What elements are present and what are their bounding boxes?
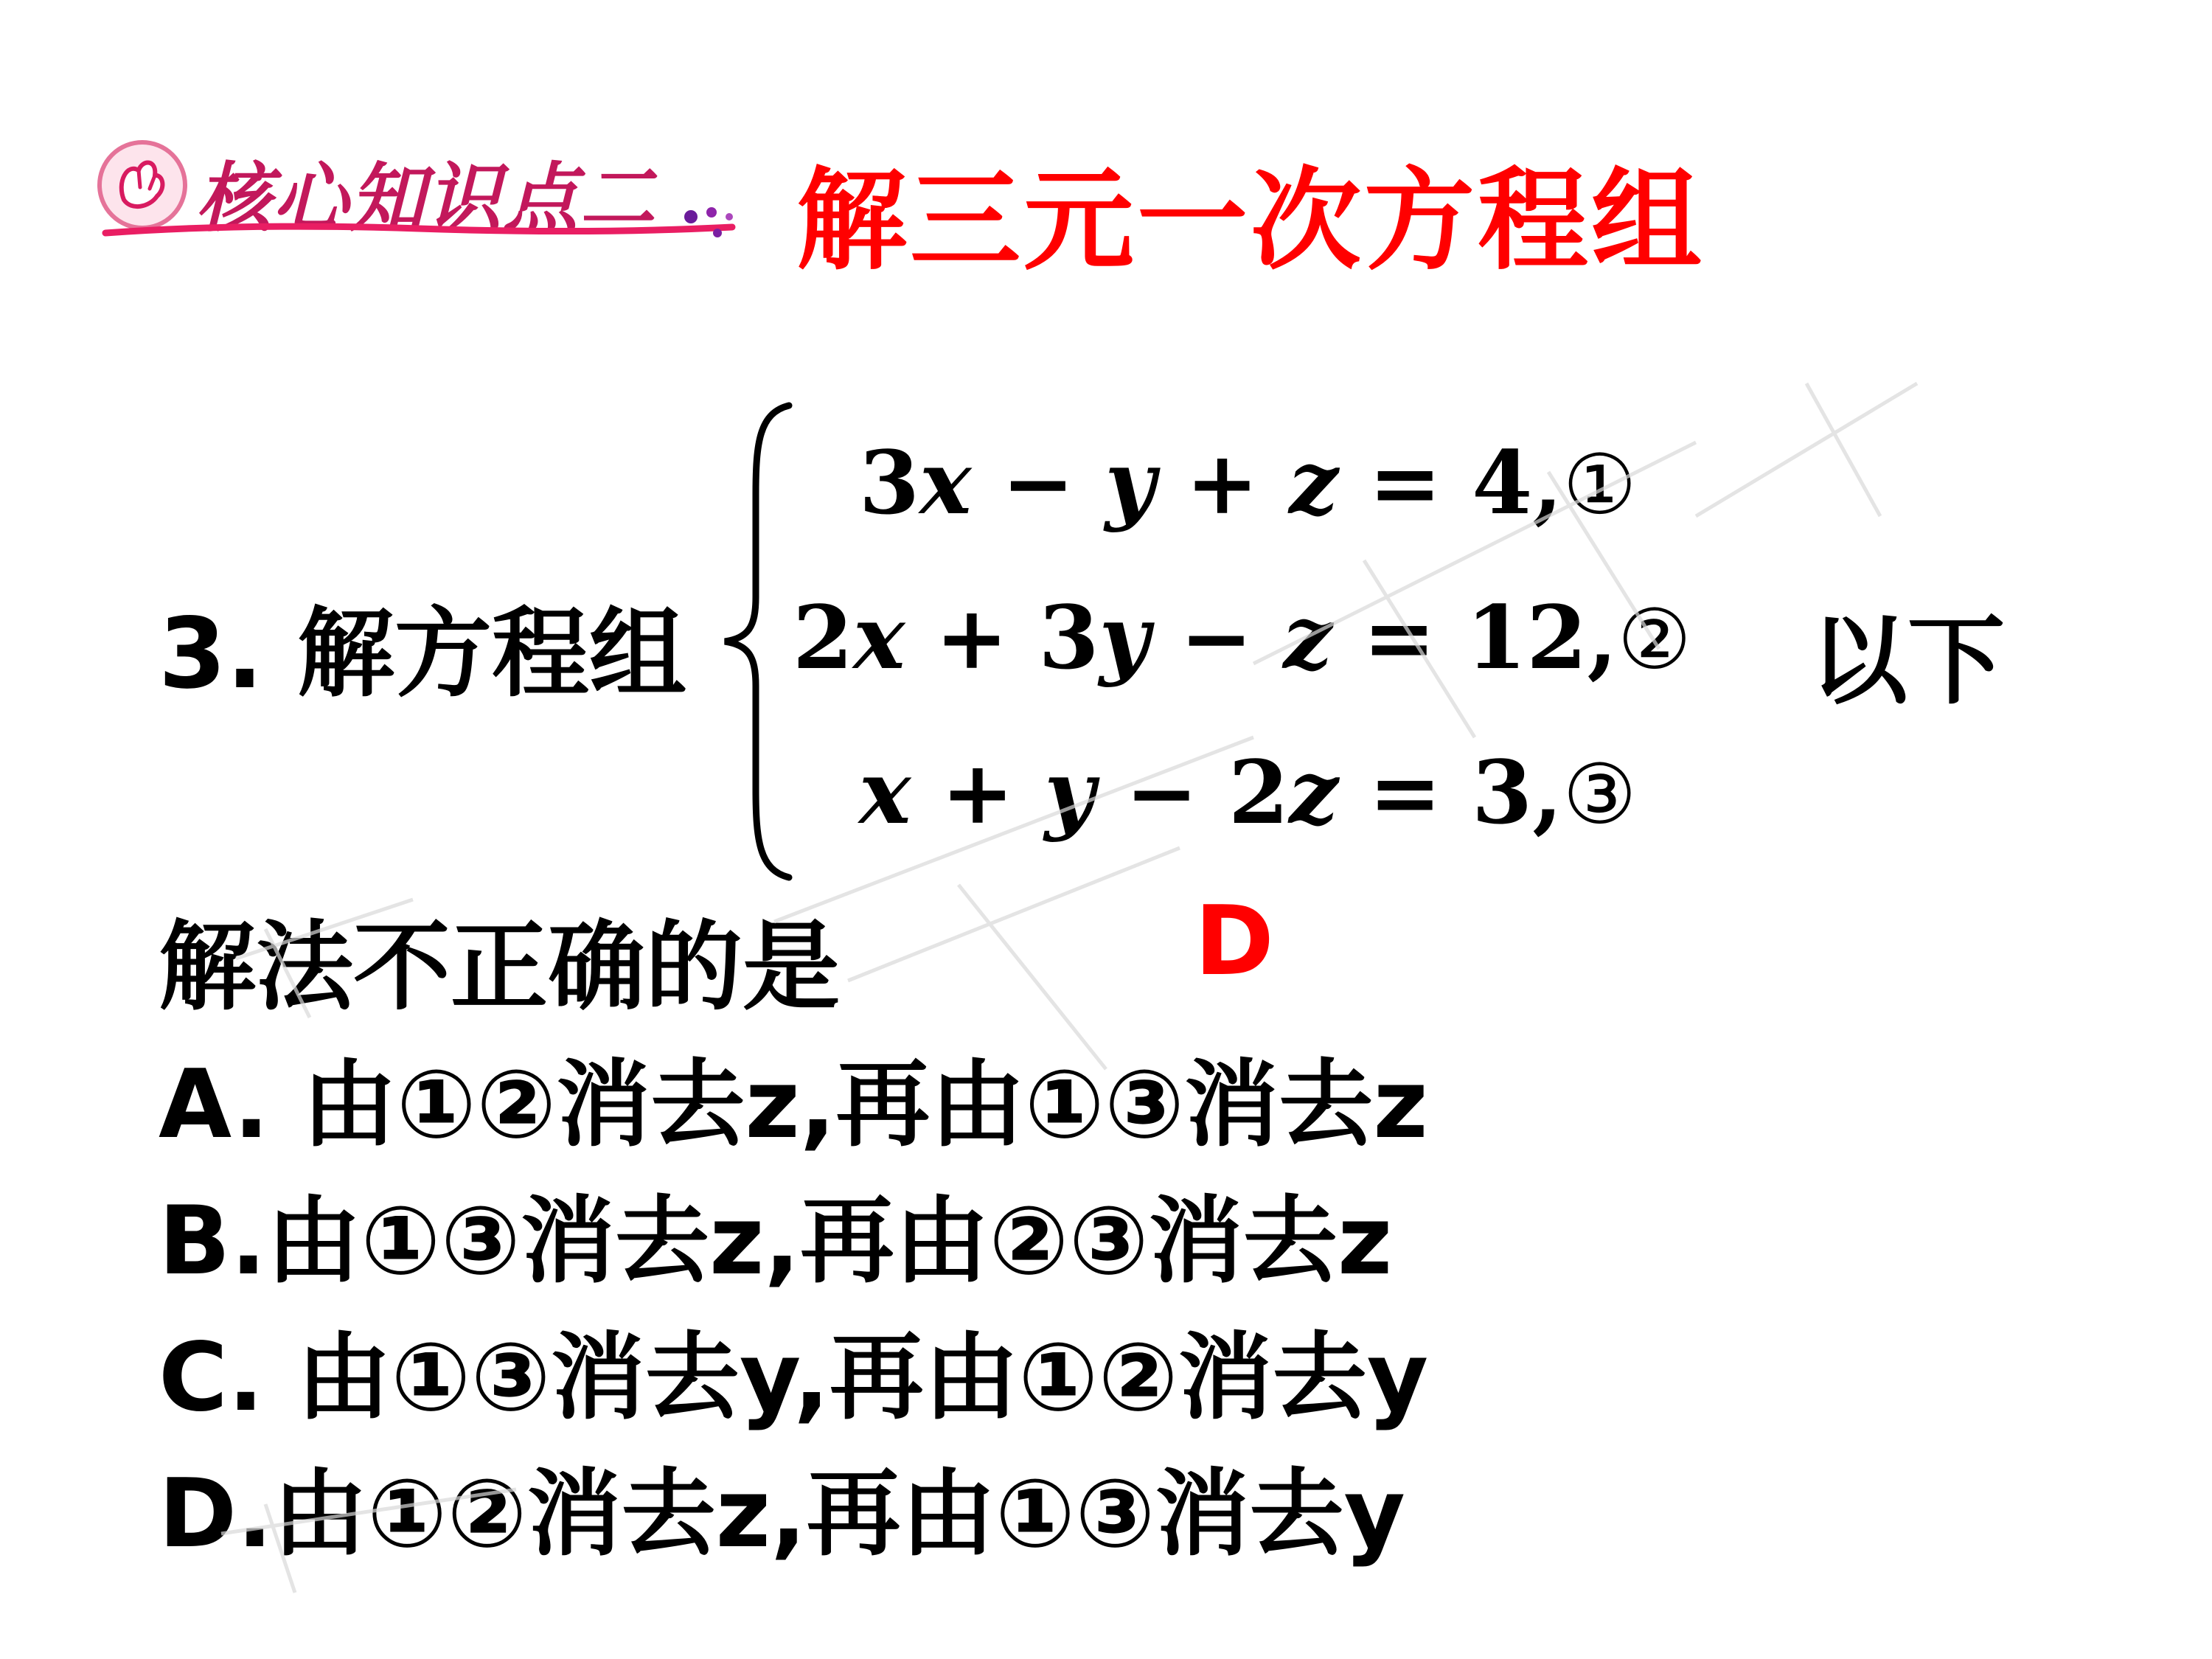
option-d[interactable]: D.由①②消去z,再由①③消去y <box>159 1459 1405 1569</box>
left-brace <box>719 398 800 885</box>
option-b[interactable]: B.由①③消去z,再由②③消去z <box>159 1186 1393 1296</box>
option-a[interactable]: A. 由①②消去z,再由①③消去z <box>159 1050 1428 1160</box>
equation-2: 2x + 3y − z = 12,② <box>793 586 1691 689</box>
circled-1: ① <box>1562 437 1637 533</box>
badge-label: 核心知识点二 <box>196 155 656 243</box>
section-title: 解三元一次方程组 <box>796 157 1705 285</box>
circled-3: ③ <box>1562 747 1637 843</box>
equation-1: 3x − y + z = 4,① <box>859 431 1637 534</box>
question-tail: 以下 <box>1810 605 2005 718</box>
equation-3: x + y − 2z = 3,③ <box>859 741 1637 844</box>
circled-2: ② <box>1617 592 1691 688</box>
option-c[interactable]: C. 由①③消去y,再由①②消去y <box>159 1323 1429 1433</box>
badge-underline <box>102 220 736 242</box>
dots-separator <box>682 198 741 227</box>
question-prompt: 解法不正确的是 <box>159 911 840 1024</box>
section-badge <box>87 116 773 249</box>
answer-mark: D <box>1194 885 1274 997</box>
question-label: 3. 解方程组 <box>159 597 686 711</box>
